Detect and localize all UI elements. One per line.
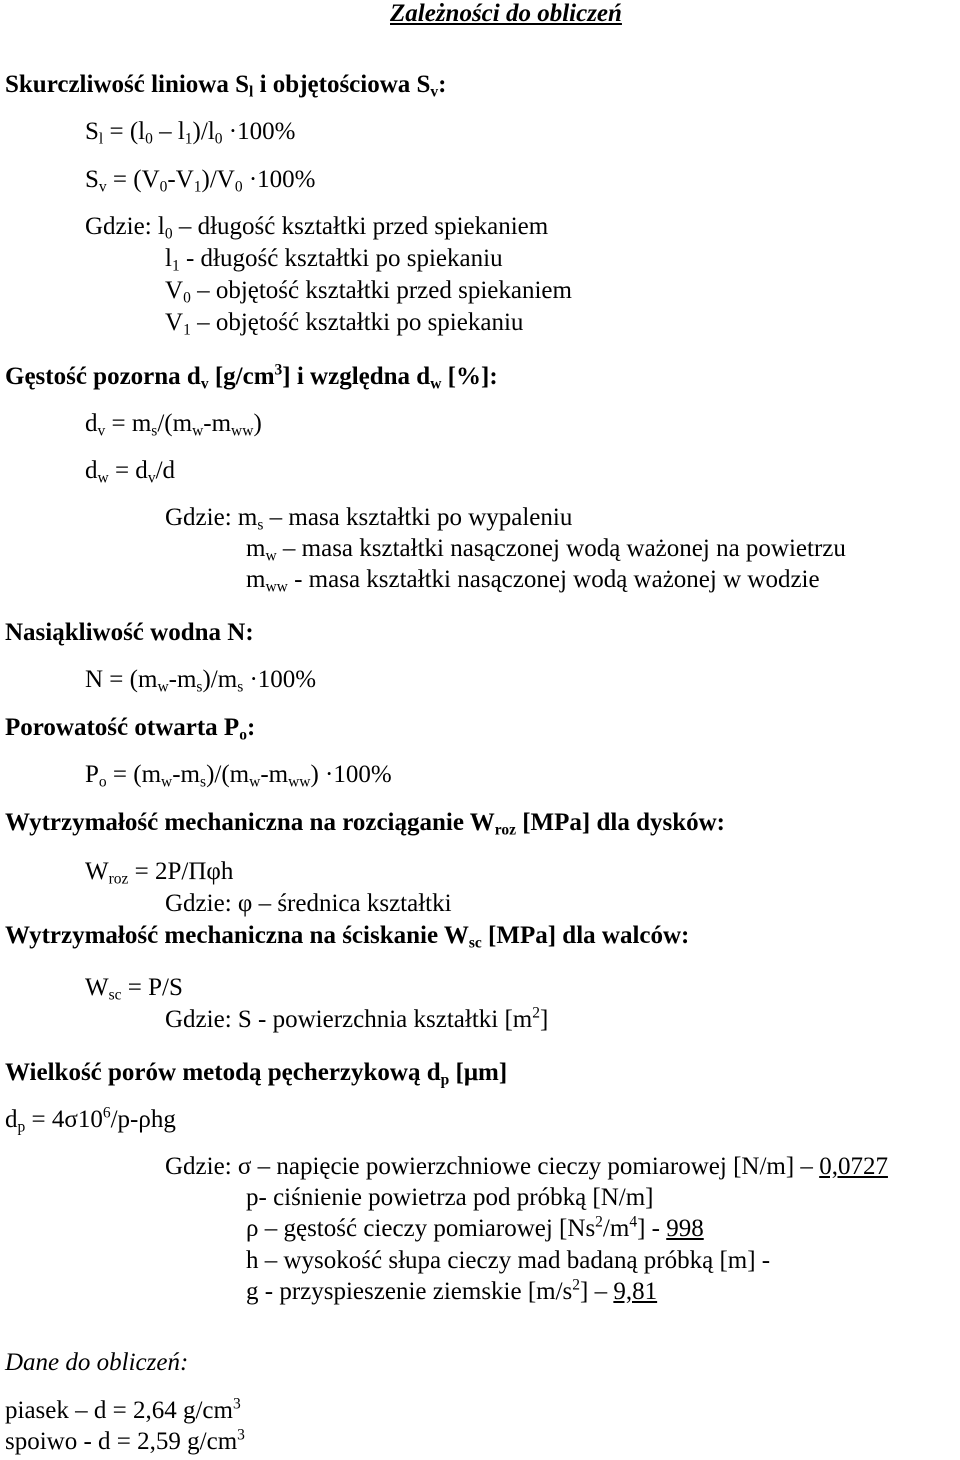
rho-value: 998 — [666, 1215, 704, 1242]
where-mww: $m_{ww}$ - masa kształtki nasączonej wodą ważonej w wodzie — [246, 566, 820, 596]
formula-compressive-strength: $W_{sc} = P/S$ — [85, 974, 183, 1004]
density-heading: Gęstość pozorna $d_v$ $[g/cm^3]$ i względna $d_w$ [%]: — [5, 361, 498, 393]
sigma-value: 0,0727 — [819, 1153, 888, 1180]
where-rho: ρ – gęstość cieczy pomiarowej $[Ns^2/m^4] - 998$ — [246, 1213, 704, 1242]
formula-pore-size: $d_p = 4\sigma 10^6/p-\rho hg$ — [5, 1104, 176, 1136]
where-surface: Gdzie: S - powierzchnia kształtki $[m^2]$ — [165, 1004, 549, 1033]
where-v0: $V_0$ – objętość kształtki przed spiekaniem — [165, 277, 572, 307]
pore-size-heading: Wielkość porów metodą pęcherzykową $d_p$ [μm] — [5, 1059, 508, 1089]
input-data-heading: Dane do obliczeń: — [5, 1349, 189, 1376]
where-gravity: g - przyspieszenie ziemskie $[m/s^2] - 9,81$ — [246, 1276, 658, 1305]
where-diameter: Gdzie: φ – średnica kształtki — [165, 890, 452, 917]
absorption-heading: Nasiąkliwość wodna N: — [5, 619, 254, 646]
where-l0: Gdzie: $l_0$ – długość kształtki przed spiekaniem — [85, 213, 549, 243]
formula-absorption: $N = (m_w-m_s)/m_s \cdot 100\%$ — [85, 666, 317, 696]
where-mw: $m_w$ – masa kształtki nasączonej wodą ważonej na powietrzu — [246, 535, 846, 565]
porosity-heading: Porowatość otwarta $P_o$: — [5, 714, 256, 744]
where-ms: Gdzie: $m_s$ – masa kształtki po wypaleniu — [165, 504, 573, 534]
sand-density: piasek – d = 2,64 $g/cm^3$ — [5, 1395, 241, 1424]
compressive-strength-heading: Wytrzymałość mechaniczna na ściskanie $W_{sc}$ [MPa] dla walców: — [5, 922, 690, 952]
formula-relative-density: $d_w = d_v/d$ — [85, 457, 176, 487]
binder-density: spoiwo - d = 2,59 $g/cm^3$ — [5, 1426, 245, 1455]
formula-tensile-strength: $W_{roz} = 2P/\Pi\varphi h$ — [85, 858, 234, 888]
formula-apparent-density: $d_v = m_s/(m_w-m_{ww})$ — [85, 410, 262, 440]
where-sigma: Gdzie: σ – napięcie powierzchniowe cieczy pomiarowej [N/m] – 0,0727 — [165, 1153, 888, 1180]
page-title: Zależności do obliczeń — [390, 0, 622, 27]
gravity-value: 9,81 — [613, 1278, 658, 1305]
formula-porosity: $P_o = (m_w-m_s)/(m_w-m_{ww}) \cdot 100\%$ — [85, 761, 392, 791]
tensile-strength-heading: Wytrzymałość mechaniczna na rozciąganie $W_{roz}$ [MPa] dla dysków: — [5, 809, 726, 839]
where-pressure: p- ciśnienie powietrza pod próbką [N/m] — [246, 1184, 654, 1211]
formula-volume-shrinkage: $S_v = (V_0-V_1)/V_0 \cdot 100\%$ — [85, 166, 316, 196]
where-l1: $l_1$ - długość kształtki po spiekaniu — [165, 245, 503, 275]
where-height: h – wysokość słupa cieczy mad badaną próbką [m] - — [246, 1247, 771, 1274]
formula-linear-shrinkage: $S_l = (l_0 - l_1)/l_0 \cdot 100\%$ — [85, 118, 296, 148]
where-v1: $V_1$ – objętość kształtki po spiekaniu — [165, 309, 524, 339]
shrinkage-heading: Skurczliwość liniowa $S_l$ i objętościowa $S_v$: — [5, 71, 447, 101]
